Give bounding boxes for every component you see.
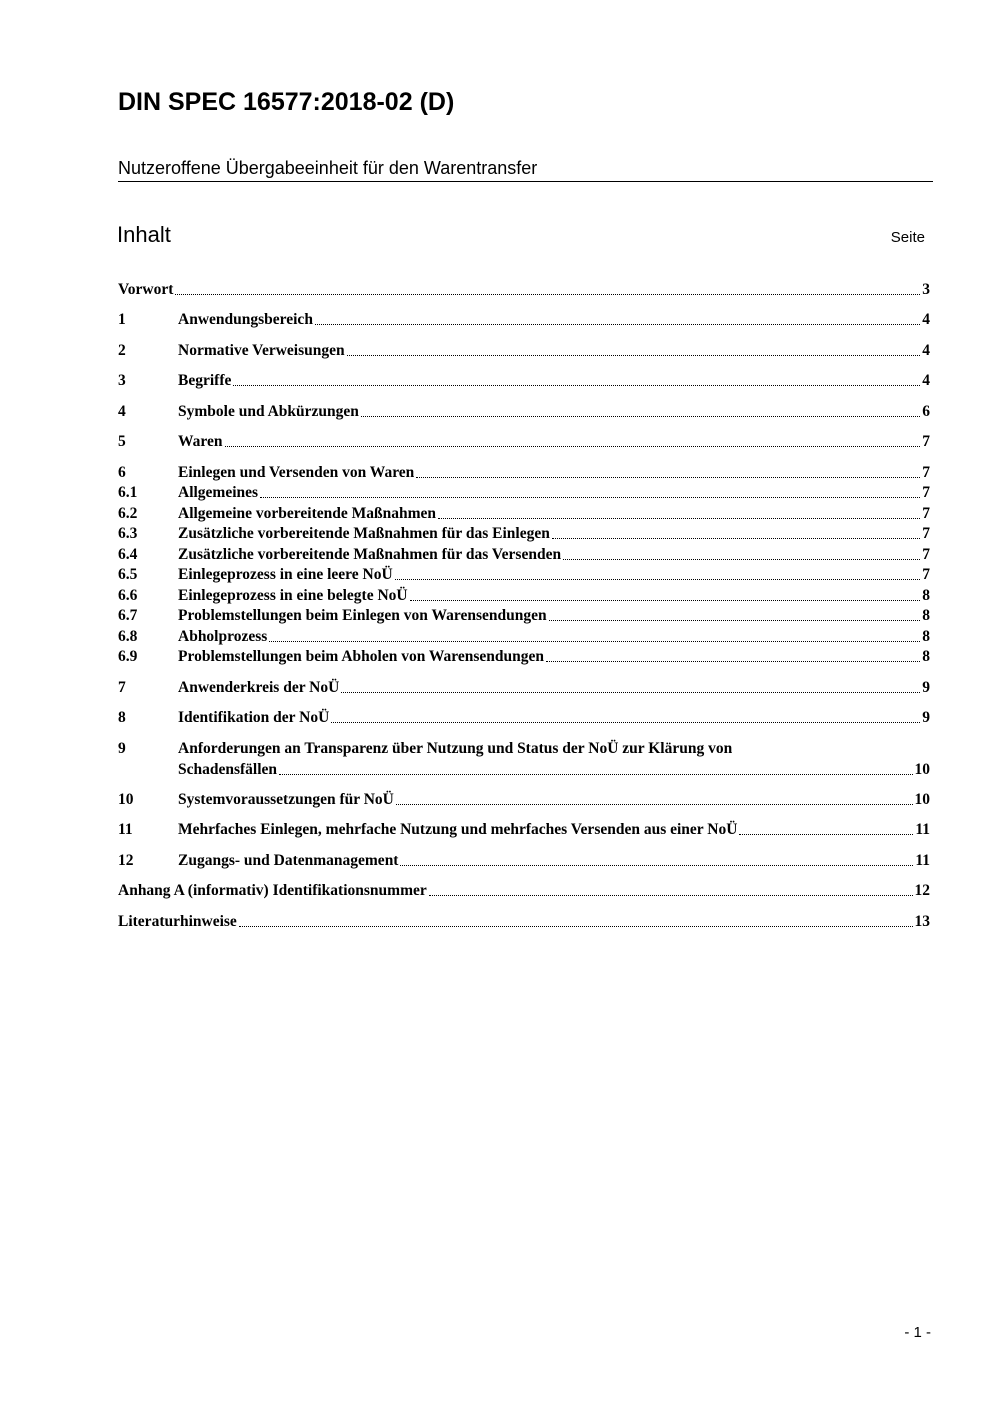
toc-entry-page: 13	[914, 913, 930, 930]
toc-entry[interactable]	[118, 912, 930, 933]
toc-entry[interactable]	[118, 463, 930, 484]
toc-entry-number: 9	[118, 740, 126, 757]
toc-entry-page: 4	[922, 311, 930, 328]
toc-entry-number: 6.4	[118, 546, 138, 563]
toc-entry-title: Einlegeprozess in eine belegte NoÜ	[178, 587, 408, 604]
toc-entry-number: 6.2	[118, 505, 138, 522]
dot-leader	[410, 599, 921, 601]
dot-leader	[315, 323, 920, 325]
dot-leader	[552, 537, 920, 539]
toc-entry-page: 6	[922, 403, 930, 420]
toc-entry-title: Anhang A (informativ) Identifikationsnummer	[118, 882, 427, 899]
dot-leader	[396, 803, 913, 805]
toc-entry[interactable]	[118, 647, 930, 668]
toc-entry-title: Waren	[178, 433, 223, 450]
toc-entry-number: 3	[118, 372, 126, 389]
toc-entry-title: Normative Verweisungen	[178, 342, 345, 359]
toc-entry[interactable]	[118, 402, 930, 423]
toc-entry-title: Literaturhinweise	[118, 913, 237, 930]
toc-entry[interactable]	[118, 280, 930, 301]
toc-entry[interactable]	[118, 708, 930, 729]
dot-leader	[400, 864, 913, 866]
toc-entry-page: 7	[922, 546, 930, 563]
toc-entry[interactable]	[118, 627, 930, 648]
toc-entry[interactable]	[118, 851, 930, 872]
toc-entry-page: 9	[922, 709, 930, 726]
dot-leader	[739, 833, 913, 835]
toc-entry-page: 8	[922, 628, 930, 645]
toc-entry-title: Systemvoraussetzungen für NoÜ	[178, 791, 394, 808]
toc-entry-title: Zugangs- und Datenmanagement	[178, 852, 399, 869]
toc-entry-number: 6.9	[118, 648, 138, 665]
toc-entry-number: 11	[118, 821, 133, 838]
toc-entry-number: 6.6	[118, 587, 138, 604]
dot-leader	[546, 660, 920, 662]
toc-entry[interactable]	[118, 565, 930, 586]
dot-leader	[429, 894, 913, 896]
dot-leader	[549, 619, 921, 621]
toc-entry[interactable]	[118, 606, 930, 627]
toc-entry-number: 2	[118, 342, 126, 359]
toc-entry-title: Vorwort	[118, 281, 174, 298]
toc-entry[interactable]	[118, 881, 930, 902]
toc-entry-page: 4	[922, 372, 930, 389]
toc-entry-title: Allgemeine vorbereitende Maßnahmen	[178, 505, 437, 522]
dot-leader	[416, 476, 920, 478]
toc-entry[interactable]	[118, 310, 930, 331]
dot-leader	[269, 640, 920, 642]
toc-entry-number: 1	[118, 311, 126, 328]
document-title: DIN SPEC 16577:2018-02 (D)	[118, 88, 455, 116]
toc-entry-page: 11	[915, 821, 930, 838]
toc-entry-title: Problemstellungen beim Abholen von Warensendungen	[178, 648, 545, 665]
toc-entry-page: 7	[922, 484, 930, 501]
toc-entry-page: 3	[922, 281, 930, 298]
toc-entry[interactable]	[118, 820, 930, 841]
dot-leader	[563, 558, 920, 560]
toc-entry-title: Problemstellungen beim Einlegen von Warensendungen	[178, 607, 547, 624]
toc-entry[interactable]	[118, 504, 930, 525]
dot-leader	[233, 384, 920, 386]
toc-entry-page: 10	[914, 791, 930, 808]
toc-entry-number: 5	[118, 433, 126, 450]
toc-entry-number: 10	[118, 791, 134, 808]
toc-entry-title: Abholprozess	[178, 628, 268, 645]
toc-entry-title: Einlegen und Versenden von Waren	[178, 464, 415, 481]
toc-entry-page: 8	[922, 648, 930, 665]
dot-leader	[225, 445, 921, 447]
toc-entry-title: Begriffe	[178, 372, 232, 389]
toc-entry-title: Allgemeines	[178, 484, 259, 501]
toc-entry[interactable]	[118, 678, 930, 699]
toc-entry-page: 7	[922, 464, 930, 481]
toc-entry-page: 4	[922, 342, 930, 359]
toc-entry[interactable]	[118, 739, 930, 781]
toc-entry-title: Einlegeprozess in eine leere NoÜ	[178, 566, 393, 583]
toc-entry-title: Zusätzliche vorbereitende Maßnahmen für das Versenden	[178, 546, 562, 563]
dot-leader	[175, 293, 920, 295]
toc-entry-number: 4	[118, 403, 126, 420]
toc-entry-title: Schadensfällen	[178, 761, 278, 778]
toc-entry-number: 6.1	[118, 484, 138, 501]
dot-leader	[395, 578, 921, 580]
toc-entry[interactable]	[118, 432, 930, 453]
dot-leader	[331, 721, 920, 723]
toc-entry-page: 11	[915, 852, 930, 869]
toc-entry-title: Anwenderkreis der NoÜ	[178, 679, 340, 696]
toc-entry-number: 6.8	[118, 628, 138, 645]
dot-leader	[239, 925, 913, 927]
toc-page-column-label: Seite	[890, 229, 925, 246]
toc-entry[interactable]	[118, 483, 930, 504]
document-subtitle: Nutzeroffene Übergabeeinheit für den Warentransfer	[118, 158, 933, 182]
toc-entry-number: 12	[118, 852, 134, 869]
toc-entry-number: 6.7	[118, 607, 138, 624]
toc-entry-title: Identifikation der NoÜ	[178, 709, 330, 726]
toc-entry-number: 8	[118, 709, 126, 726]
toc-entry-number: 6.3	[118, 525, 138, 542]
toc-entry[interactable]	[118, 524, 930, 545]
toc-entry-number: 7	[118, 679, 126, 696]
toc-entry-page: 8	[922, 607, 930, 624]
toc-entry[interactable]	[118, 371, 930, 392]
toc-heading: Inhalt	[117, 222, 171, 247]
page-number: - 1 -	[904, 1324, 931, 1341]
toc-entry-title-line1: Anforderungen an Transparenz über Nutzung und Status der NoÜ zur Klärung von	[178, 740, 733, 757]
toc-entry-page: 7	[922, 525, 930, 542]
dot-leader	[279, 773, 912, 775]
toc-entry-page: 9	[922, 679, 930, 696]
toc-entry[interactable]	[118, 545, 930, 566]
dot-leader	[438, 517, 920, 519]
dot-leader	[347, 354, 921, 356]
toc-entry-page: 7	[922, 505, 930, 522]
toc-entry-title: Symbole und Abkürzungen	[178, 403, 359, 420]
toc-entry-page: 7	[922, 566, 930, 583]
toc-entry-title: Anwendungsbereich	[178, 311, 313, 328]
toc-entry-title: Zusätzliche vorbereitende Maßnahmen für das Einlegen	[178, 525, 550, 542]
toc-entry[interactable]	[118, 586, 930, 607]
toc-entry-page: 8	[922, 587, 930, 604]
toc-entry-title: Mehrfaches Einlegen, mehrfache Nutzung und mehrfaches Versenden aus einer NoÜ	[178, 821, 738, 838]
dot-leader	[361, 415, 920, 417]
toc-entry[interactable]	[118, 341, 930, 362]
toc-entry-number: 6	[118, 464, 126, 481]
toc-entry-number: 6.5	[118, 566, 138, 583]
dot-leader	[341, 691, 920, 693]
toc-entry-page: 10	[914, 761, 930, 778]
toc-entry-page: 7	[922, 433, 930, 450]
dot-leader	[260, 496, 920, 498]
toc-entry-page: 12	[914, 882, 930, 899]
toc-entry[interactable]	[118, 790, 930, 811]
